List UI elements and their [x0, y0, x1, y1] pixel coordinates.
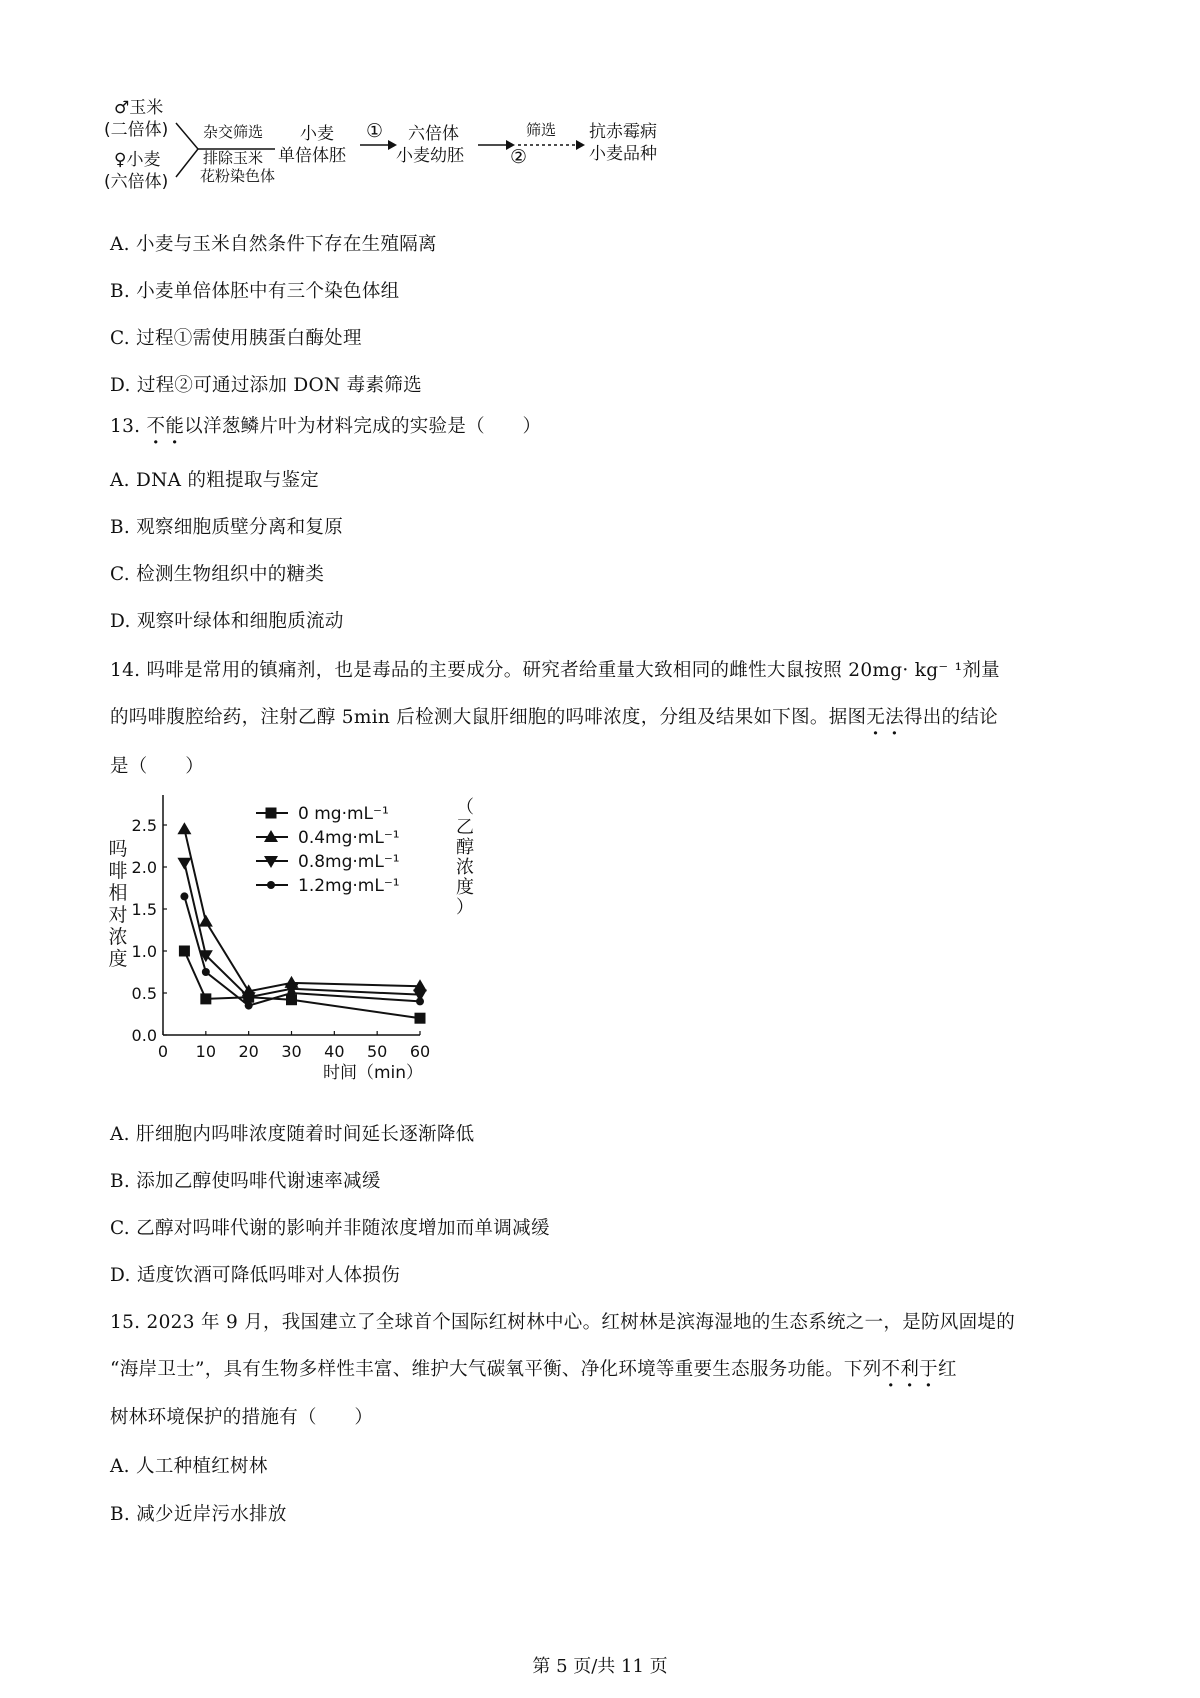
q14-emph-2: 法	[885, 707, 904, 728]
y-tick-label: 2.5	[131, 816, 157, 835]
y-axis-label-char: 吗	[108, 838, 128, 860]
q15-stem-line2	[110, 1355, 957, 1381]
q13-stem-text: 以洋葱鳞片叶为材料完成的实验是（ ）	[184, 416, 542, 437]
y-axis-label-char: 相	[108, 882, 128, 904]
x-tick-label: 50	[366, 1042, 388, 1061]
data-point-circle	[202, 968, 210, 976]
q14-line2-end: 得出的结论	[903, 707, 998, 728]
x-tick-label: 0	[157, 1042, 169, 1061]
data-point-triangle-up	[199, 915, 213, 927]
y-tick-label: 2.0	[131, 858, 157, 877]
cross-screen-label: 杂交筛选	[203, 123, 264, 141]
y-axis-label-char: 啡	[108, 860, 128, 882]
legend-title-char: （	[456, 797, 474, 818]
male-corn-ploidy: (二倍体)	[104, 120, 169, 140]
q15-line2-text: “海岸卫士”，具有生物多样性丰富、维护大气碳氧平衡、净化环境等重要生态服务功能。下列	[110, 1359, 882, 1380]
hexaploid-label-b: 小麦幼胚	[396, 146, 464, 166]
x-tick-label: 40	[324, 1042, 345, 1061]
data-point-square	[266, 808, 277, 819]
q13-stem	[110, 412, 541, 438]
q14-stem-line3: 是（ ）	[110, 756, 205, 777]
data-point-circle	[288, 989, 296, 997]
process-1-label: ①	[366, 120, 384, 142]
q13-option-b: B. 观察细胞质壁分离和复原	[110, 517, 344, 538]
data-point-square	[415, 1013, 426, 1024]
q13-option-c: C. 检测生物组织中的糖类	[110, 564, 325, 585]
result-label-a: 抗赤霉病	[589, 122, 657, 142]
q15-emph-3: 于	[919, 1359, 938, 1380]
q14-option-a: A. 肝细胞内吗啡浓度随着时间延长逐渐降低	[110, 1124, 475, 1145]
data-point-circle	[180, 892, 188, 900]
haploid-label-a: 小麦	[300, 124, 334, 144]
y-tick-label: 0.0	[131, 1026, 157, 1045]
male-corn-label: ♂玉米	[114, 98, 164, 118]
q15-stem-line1: 15. 2023 年 9 月，我国建立了全球首个国际红树林中心。红树林是滨海湿地的生态系统之一，是防风固堤的	[110, 1312, 1015, 1333]
legend-entry-label: 1.2mg·mL⁻¹	[298, 876, 400, 896]
data-point-circle	[267, 881, 275, 889]
q14-emph-1: 无	[866, 707, 886, 728]
data-point-square	[179, 946, 190, 957]
q13-number: 13.	[110, 416, 147, 437]
x-tick-label: 10	[195, 1042, 217, 1061]
q14-stem-line1: 14. 吗啡是常用的镇痛剂，也是毒品的主要成分。研究者给重量大致相同的雌性大鼠按照 20mg· kg⁻ ¹剂量	[110, 660, 1000, 681]
q14-stem-line2	[110, 703, 998, 729]
q14-option-b: B. 添加乙醇使吗啡代谢速率减缓	[110, 1171, 381, 1192]
data-point-circle	[416, 997, 424, 1005]
q15-emph-2: 利	[900, 1359, 920, 1380]
q15-stem-line3: 树林环境保护的措施有（ ）	[110, 1407, 374, 1428]
legend-title-char: ）	[456, 897, 474, 918]
x-tick-label: 60	[409, 1042, 431, 1061]
q12-option-c: C. 过程①需使用胰蛋白酶处理	[110, 328, 362, 349]
x-tick-label: 30	[281, 1042, 302, 1061]
y-axis-label-char: 对	[108, 904, 128, 926]
breeding-flow-diagram	[100, 95, 740, 215]
x-tick-label: 20	[238, 1042, 259, 1061]
data-point-triangle-down	[177, 858, 191, 870]
legend-entry-label: 0.8mg·mL⁻¹	[298, 852, 400, 872]
process-2-label: ②	[510, 146, 528, 168]
data-point-triangle-up	[177, 822, 191, 834]
x-axis-label: 时间（min）	[322, 1063, 424, 1083]
screen-label: 筛选	[526, 121, 557, 139]
data-point-circle	[245, 1002, 253, 1010]
q12-option-b: B. 小麦单倍体胚中有三个染色体组	[110, 281, 400, 302]
q15-option-a: A. 人工种植红树林	[110, 1456, 268, 1477]
data-point-square	[200, 993, 211, 1004]
q12-option-a: A. 小麦与玉米自然条件下存在生殖隔离	[110, 234, 437, 255]
morphine-chart	[108, 795, 488, 1085]
q12-option-d: D. 过程②可通过添加 DON 毒素筛选	[110, 375, 422, 396]
page-footer: 第 5 页/共 11 页	[532, 1656, 668, 1677]
q13-option-d: D. 观察叶绿体和细胞质流动	[110, 611, 344, 632]
hexaploid-label-a: 六倍体	[408, 124, 459, 144]
result-label-b: 小麦品种	[589, 144, 657, 164]
female-wheat-label: ♀小麦	[114, 150, 161, 170]
q13-option-a: A. DNA 的粗提取与鉴定	[110, 470, 320, 491]
q15-line2-end: 红	[937, 1359, 957, 1380]
arrow-3-head	[576, 140, 585, 150]
legend-entry-label: 0 mg·mL⁻¹	[298, 804, 389, 824]
q14-line2-text: 的吗啡腹腔给药，注射乙醇 5min 后检测大鼠肝细胞的吗啡浓度，分组及结果如下图。据图	[110, 707, 867, 728]
y-tick-label: 0.5	[131, 984, 157, 1003]
q15-option-b: B. 减少近岸污水排放	[110, 1504, 287, 1525]
cross-bracket	[176, 123, 198, 177]
y-axis-label-char: 浓	[108, 926, 128, 948]
y-axis-label-char: 度	[108, 948, 128, 970]
female-wheat-ploidy: (六倍体)	[104, 172, 169, 192]
legend-title-char: 度	[456, 877, 474, 898]
y-tick-label: 1.0	[131, 942, 157, 961]
legend-title-char: 浓	[456, 857, 474, 878]
y-tick-label: 1.5	[131, 900, 157, 919]
legend-entry-label: 0.4mg·mL⁻¹	[298, 828, 400, 848]
pollen-chromosome-label: 花粉染色体	[200, 167, 276, 185]
exclude-corn-label: 排除玉米	[203, 149, 264, 167]
q14-option-d: D. 适度饮酒可降低吗啡对人体损伤	[110, 1265, 401, 1286]
q13-emph-2: 能	[165, 416, 185, 437]
legend-title-char: 乙	[456, 817, 474, 838]
q15-emph-1: 不	[881, 1359, 901, 1380]
legend-title-char: 醇	[456, 837, 474, 858]
haploid-label-b: 单倍体胚	[278, 146, 346, 166]
q13-emph-1: 不	[146, 416, 166, 437]
q14-option-c: C. 乙醇对吗啡代谢的影响并非随浓度增加而单调减缓	[110, 1218, 550, 1239]
